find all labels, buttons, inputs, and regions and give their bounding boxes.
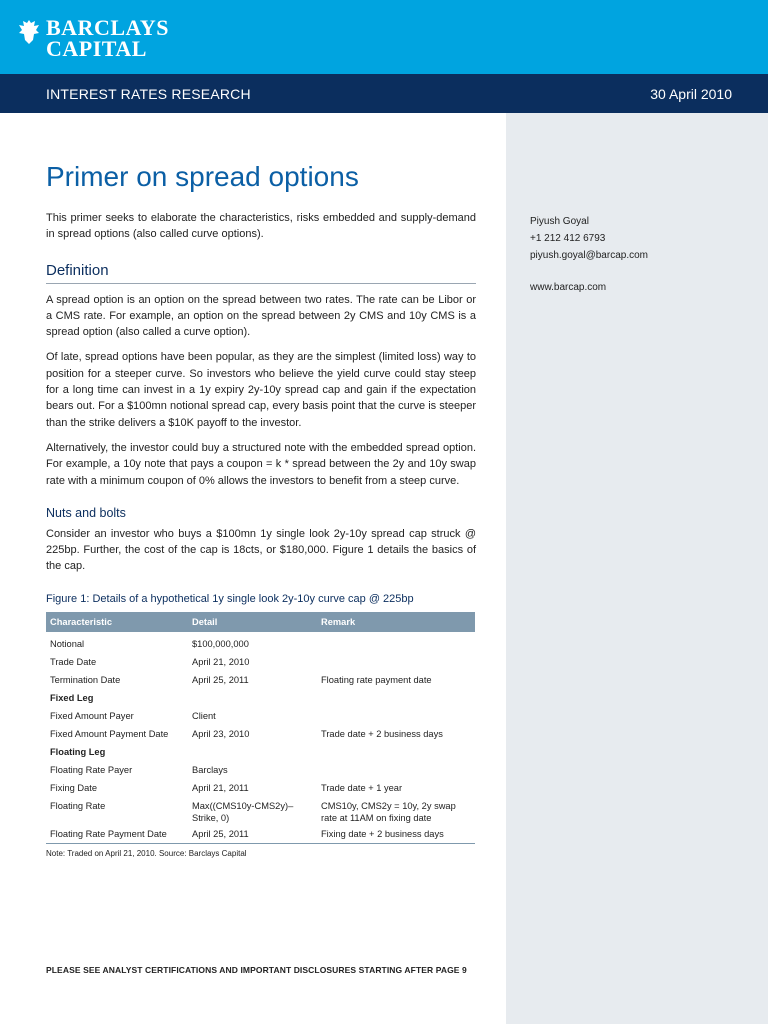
table-row (46, 708, 475, 726)
cell: Max((CMS10y-CMS2y)– Strike, 0) (192, 800, 294, 823)
cell: Client (192, 710, 216, 721)
analyst-contact (530, 213, 648, 296)
analyst-phone: +1 212 412 6793 (530, 233, 606, 244)
table-note: Note: Traded on April 21, 2010. Source: Barclays Capital (46, 849, 247, 859)
cell (317, 762, 475, 780)
cell: CMS10y, CMS2y = 10y, 2y swap rate at 11AM on fixing date (321, 800, 456, 823)
cell: Floating Rate Payment Date (46, 826, 188, 844)
cell: April 23, 2010 (192, 728, 250, 739)
table-row (46, 762, 475, 780)
header-characteristic: Characteristic (50, 616, 113, 627)
table-row (46, 726, 475, 744)
cell (317, 708, 475, 726)
cell: Termination Date (50, 674, 121, 685)
main-content (46, 160, 476, 858)
table-section-row (46, 690, 475, 708)
table-row (46, 632, 475, 654)
table-section-row (46, 744, 475, 762)
cell: Floating Rate Payer (50, 764, 133, 775)
paragraph-1: A spread option is an option on the spread between two rates. The rate can be Libor or a CMS rate. For example, an option on the spread between 2y CMS and 10y CMS is a spread option (also called a curve option). (46, 293, 476, 339)
intro-paragraph: This primer seeks to elaborate the characteristics, risks embedded and supply-demand in spread options (also called curve options). (46, 212, 476, 241)
eagle-icon (18, 19, 40, 45)
analyst-email[interactable]: piyush.goyal@barcap.com (530, 250, 648, 261)
paragraph-2: Of late, spread options have been popular, as they are the simplest (limited loss) way to position for a steeper curve. So investors who believe the yield curve could stay steep for a long time can invest in a 1y expiry 2y-10y spread cap and gain if the expectation bears out. For a $100mn notional spread cap, every basis point that the curve is steeper than the strike delivers a $10K payoff to the investor. (46, 351, 476, 429)
cell: April 21, 2011 (192, 782, 249, 793)
definition-heading: Definition (46, 262, 476, 284)
figure-title: Figure 1: Details of a hypothetical 1y single look 2y-10y curve cap @ 225bp (46, 592, 414, 605)
barclays-logo[interactable] (18, 17, 169, 59)
cell: Trade date + 1 year (321, 782, 403, 793)
section-label: Floating Leg (50, 746, 106, 757)
cap-details-table (46, 612, 475, 845)
cell: Trade Date (50, 656, 97, 667)
cell (188, 690, 317, 708)
cell (317, 654, 475, 672)
cell: Fixing date + 2 business days (317, 826, 475, 844)
analyst-name: Piyush Goyal (530, 216, 589, 227)
table-row (46, 654, 475, 672)
brand-header (0, 0, 768, 74)
cell: Fixing Date (50, 782, 98, 793)
cell: Barclays (192, 764, 228, 775)
table-header-row (46, 612, 475, 632)
table-row (46, 826, 475, 844)
section-bar (0, 74, 768, 113)
section-label: INTEREST RATES RESEARCH (46, 86, 251, 102)
disclosure-notice: PLEASE SEE ANALYST CERTIFICATIONS AND IMPORTANT DISCLOSURES STARTING AFTER PAGE 9 (46, 965, 467, 975)
cell: Fixed Amount Payment Date (50, 728, 169, 739)
cell (317, 632, 475, 654)
section-label: Fixed Leg (50, 692, 94, 703)
table-row (46, 780, 475, 798)
nuts-and-bolts-heading: Nuts and bolts (46, 505, 126, 520)
brand-line2: CAPITAL (46, 36, 147, 61)
cell: Trade date + 2 business days (321, 728, 443, 739)
document-title: Primer on spread options (46, 161, 359, 192)
table-row (46, 798, 475, 826)
cell: Notional (50, 638, 85, 649)
cell: April 25, 2011 (192, 674, 249, 685)
cell: Floating rate payment date (321, 674, 432, 685)
publication-date: 30 April 2010 (650, 86, 732, 102)
cell (188, 744, 317, 762)
cell: April 25, 2011 (188, 826, 317, 844)
website-link[interactable]: www.barcap.com (530, 282, 607, 293)
cell: April 21, 2010 (192, 656, 250, 667)
header-remark: Remark (321, 616, 356, 627)
cell: Fixed Amount Payer (50, 710, 134, 721)
cell (317, 690, 475, 708)
cell (317, 744, 475, 762)
paragraph-3: Alternatively, the investor could buy a structured note with the embedded spread option. For example, a 10y note that pays a coupon = k * spread between the 2y and 10y swap rate with a minimum coupon of 0% allows the investors to benefit from a steep curve. (46, 441, 476, 487)
brand-line1: BARCLAYS (46, 15, 170, 40)
paragraph-4: Consider an investor who buys a $100mn 1y single look 2y-10y spread cap struck @ 225bp. Further, the cost of the cap is 18cts, or $180,000. Figure 1 details the basics of the cap. (46, 527, 476, 573)
header-detail: Detail (192, 616, 218, 627)
cell: $100,000,000 (192, 638, 249, 649)
cell: Floating Rate (50, 800, 106, 811)
table-row (46, 672, 475, 690)
